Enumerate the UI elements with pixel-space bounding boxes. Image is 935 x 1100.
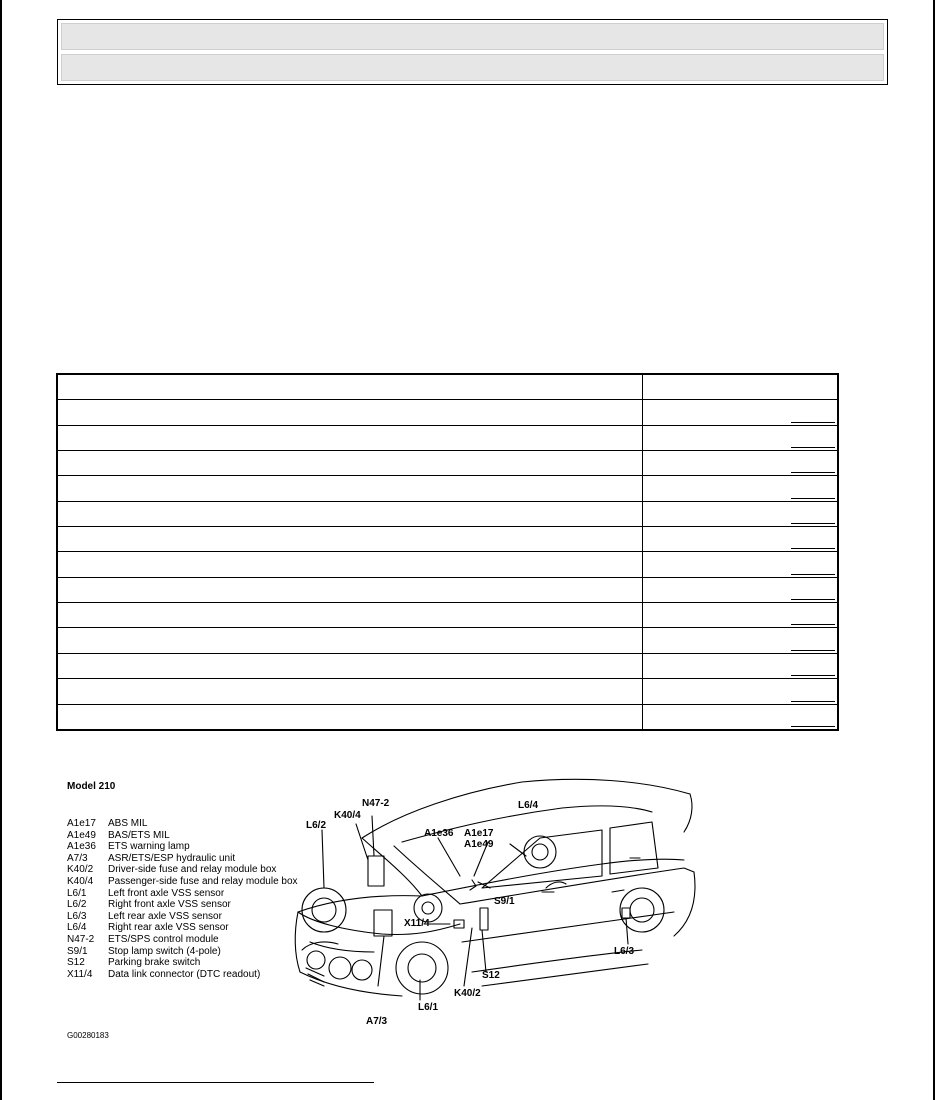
legend-item — [67, 876, 298, 888]
legend-description: Parking brake switch — [108, 957, 201, 969]
legend-code: A1e17 — [67, 818, 96, 829]
legend-code: L6/1 — [67, 887, 87, 899]
table-row — [57, 451, 838, 476]
value-underline — [791, 650, 835, 651]
table-row — [57, 501, 838, 526]
table-row — [57, 476, 838, 501]
table-cell-label — [57, 577, 643, 602]
diagram-legend — [67, 818, 298, 980]
value-underline — [791, 422, 835, 423]
callout-k40-2: K40/2 — [454, 988, 481, 999]
table-cell-label — [57, 704, 643, 730]
table-cell-value — [643, 476, 839, 501]
value-underline — [791, 548, 835, 549]
table-row — [57, 577, 838, 602]
footnote-divider — [57, 1082, 374, 1083]
value-underline — [791, 472, 835, 473]
table-cell-value — [643, 374, 839, 400]
table-cell-label — [57, 476, 643, 501]
figure-code: G00280183 — [67, 1031, 109, 1040]
table-cell-label — [57, 501, 643, 526]
legend-item — [67, 830, 298, 842]
legend-item — [67, 888, 298, 900]
legend-code: L6/3 — [67, 910, 87, 922]
legend-code: A1e49 — [67, 829, 96, 841]
table-row — [57, 704, 838, 730]
table-row — [57, 653, 838, 678]
callout-l6-3: L6/3 — [614, 946, 635, 957]
value-underline — [791, 624, 835, 625]
legend-code: X11/4 — [67, 968, 93, 980]
table-row — [57, 527, 838, 552]
callout-a7-3: A7/3 — [366, 1016, 388, 1027]
legend-code: L6/2 — [67, 899, 87, 911]
legend-item — [67, 911, 298, 923]
legend-description: ASR/ETS/ESP hydraulic unit — [108, 852, 236, 864]
legend-description: Driver-side fuse and relay module box — [108, 864, 277, 876]
table-row — [57, 628, 838, 653]
table-cell-value — [643, 527, 839, 552]
table-cell-value — [643, 679, 839, 704]
legend-description: Data link connector (DTC readout) — [108, 968, 261, 980]
legend-description: Right front axle VSS sensor — [108, 899, 231, 911]
legend-code: K40/4 — [67, 875, 94, 887]
component-location-diagram — [62, 772, 702, 1042]
legend-item — [67, 853, 298, 865]
table-cell-value — [643, 603, 839, 628]
table-cell-label — [57, 425, 643, 450]
legend-item — [67, 946, 298, 958]
value-underline — [791, 599, 835, 600]
legend-description: Right rear axle VSS sensor — [108, 922, 229, 934]
value-underline — [791, 447, 835, 448]
legend-code: N47-2 — [67, 933, 95, 945]
header-title-bar — [61, 23, 884, 50]
callout-k40-4: K40/4 — [334, 810, 361, 821]
table-row — [57, 552, 838, 577]
callout-a1e17: A1e17 — [464, 828, 494, 839]
value-underline — [791, 574, 835, 575]
legend-item — [67, 934, 298, 946]
legend-description: BAS/ETS MIL — [108, 829, 170, 841]
specification-table — [56, 373, 839, 731]
value-underline — [791, 726, 835, 727]
legend-description: Left front axle VSS sensor — [108, 887, 225, 899]
header-subtitle-bar — [61, 54, 884, 81]
table-cell-label — [57, 653, 643, 678]
legend-description: ETS/SPS control module — [108, 933, 219, 945]
legend-item — [67, 922, 298, 934]
table-row — [57, 374, 838, 400]
callout-l6-1: L6/1 — [418, 1002, 439, 1013]
table-cell-value — [643, 501, 839, 526]
legend-description: ETS warning lamp — [108, 841, 190, 853]
table-cell-label — [57, 400, 643, 425]
value-underline — [791, 498, 835, 499]
table-cell-value — [643, 628, 839, 653]
page-left-border — [0, 0, 2, 1100]
table-cell-label — [57, 451, 643, 476]
value-underline — [791, 701, 835, 702]
table-cell-value — [643, 653, 839, 678]
legend-description: Left rear axle VSS sensor — [108, 910, 222, 922]
table-row — [57, 425, 838, 450]
table-cell-value — [643, 451, 839, 476]
callout-a1e49: A1e49 — [464, 839, 494, 850]
value-underline — [791, 675, 835, 676]
table-row — [57, 679, 838, 704]
table-cell-value — [643, 552, 839, 577]
page-header — [57, 19, 888, 85]
legend-item — [67, 818, 298, 830]
legend-code: A7/3 — [67, 852, 88, 864]
legend-description: ABS MIL — [108, 818, 148, 829]
table-cell-value — [643, 577, 839, 602]
table-cell-label — [57, 527, 643, 552]
legend-item — [67, 969, 298, 981]
legend-item — [67, 864, 298, 876]
table-cell-value — [643, 400, 839, 425]
table-cell-label — [57, 603, 643, 628]
legend-code: K40/2 — [67, 864, 94, 876]
callout-x11-4: X11/4 — [404, 918, 430, 929]
callout-s9-1: S9/1 — [494, 896, 515, 907]
table-cell-label — [57, 552, 643, 577]
legend-code: L6/4 — [67, 922, 87, 934]
callout-l6-4: L6/4 — [518, 800, 539, 811]
legend-code: S12 — [67, 957, 85, 969]
table-cell-label — [57, 679, 643, 704]
table-row — [57, 400, 838, 425]
legend-item — [67, 899, 298, 911]
table-cell-label — [57, 628, 643, 653]
table-cell-value — [643, 704, 839, 730]
legend-item — [67, 957, 298, 969]
legend-code: S9/1 — [67, 945, 88, 957]
callout-l6-2: L6/2 — [306, 820, 327, 831]
callout-n47-2: N47-2 — [362, 798, 390, 809]
diagram-title: Model 210 — [67, 781, 116, 792]
legend-item — [67, 841, 298, 853]
table-cell-value — [643, 425, 839, 450]
legend-description: Passenger-side fuse and relay module box — [108, 875, 298, 887]
table-row — [57, 603, 838, 628]
value-underline — [791, 523, 835, 524]
table-cell-label — [57, 374, 643, 400]
legend-description: Stop lamp switch (4-pole) — [108, 945, 221, 957]
callout-a1e36: A1e36 — [424, 828, 454, 839]
legend-code: A1e36 — [67, 841, 96, 853]
callout-s12: S12 — [482, 970, 500, 981]
